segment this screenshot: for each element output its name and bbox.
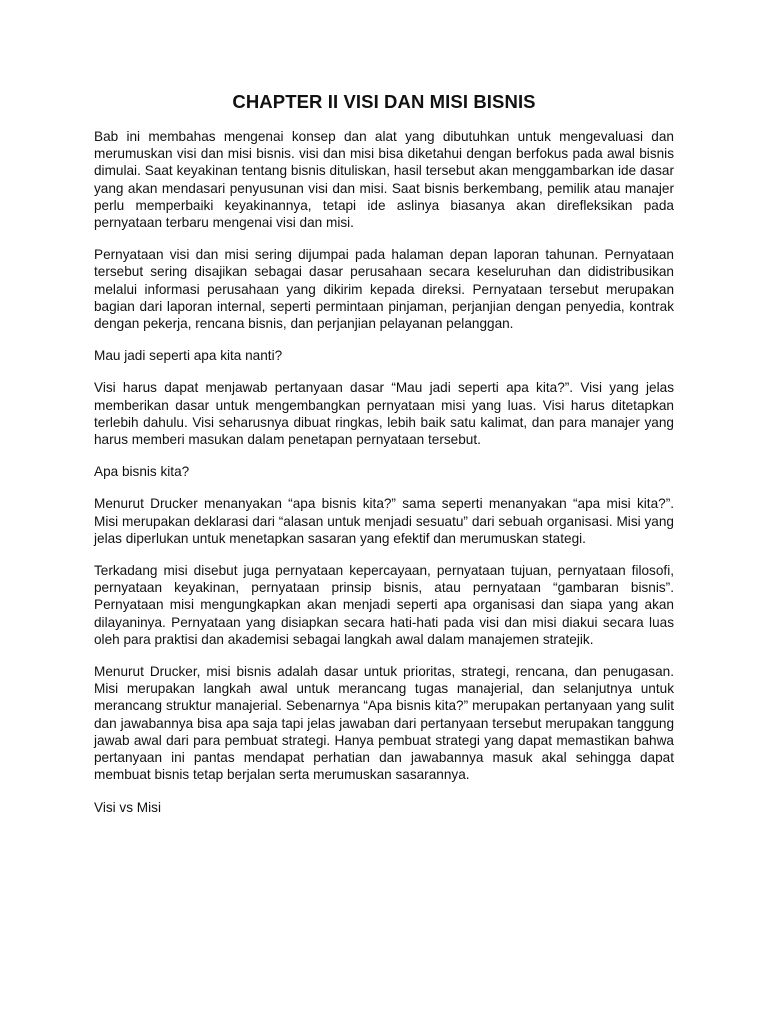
- section-heading-future: Mau jadi seperti apa kita nanti?: [94, 348, 283, 364]
- paragraph-statement: Pernyataan visi dan misi sering dijumpai pada halaman depan laporan tahunan. Pernyataan tersebut sering disajikan sebagai dasar perusahaan secara keseluruhan dan didistribusikan melalui informasi perusahaan yang dikirim kepada direksi. Pernyataan tersebut merupakan bagian dari laporan internal, seperti permintaan pinjaman, perjanjian dengan penyedia, kontrak dengan pekerja, rencana bisnis, dan perjanjian pelayanan pelanggan.: [94, 247, 674, 332]
- paragraph-intro: Bab ini membahas mengenai konsep dan alat yang dibutuhkan untuk mengevaluasi dan merumuskan visi dan misi bisnis. visi dan misi bisa diketahui dengan berfokus pada awal bisnis dimulai. Saat keyakinan tentang bisnis dituliskan, hasil tersebut akan menggambarkan ide dasar yang akan mendasari penyusunan visi dan misi. Saat bisnis berkembang, pemilik atau manajer perlu memperbaiki keyakinannya, tetapi ide aslinya biasanya akan direfleksikan pada pernyataan terbaru mengenai visi dan misi.: [94, 129, 674, 231]
- section-heading-business: Apa bisnis kita?: [94, 464, 190, 480]
- paragraph-drucker-business: Menurut Drucker, misi bisnis adalah dasar untuk prioritas, strategi, rencana, dan penugasan. Misi merupakan langkah awal untuk merancang tugas manajerial, dan selanjutnya untuk merancang struktur manajerial. Sebenarnya “Apa bisnis kita?” merupakan pertanyaan yang sulit dan jawabannya bisa apa saja tapi jelas jawaban dari pertanyaan tersebut merupakan tanggung jawab awal dari para pembuat strategi. Hanya pembuat strategi yang dapat memastikan bahwa pertanyaan ini pantas mendapat perhatian dan jawabannya masuk akal sehingga dapat membuat bisnis tetap berjalan serta merumuskan sasarannya.: [94, 664, 674, 783]
- paragraph-drucker-mission: Menurut Drucker menanyakan “apa bisnis kita?” sama seperti menanyakan “apa misi kita?”. Misi merupakan deklarasi dari “alasan untuk menjadi sesuatu” dari sebuah organisasi. Misi yang jelas diperlukan untuk menetapkan sasaran yang efektif dan merumuskan stategi.: [94, 496, 674, 546]
- section-heading-vision-vs-mission: Visi vs Misi: [94, 799, 161, 815]
- page-title: CHAPTER II VISI DAN MISI BISNIS: [232, 91, 536, 112]
- document-body: [94, 128, 674, 831]
- paragraph-mission-terms: Terkadang misi disebut juga pernyataan kepercayaan, pernyataan tujuan, pernyataan filosofi, pernyataan keyakinan, pernyataan prinsip bisnis, atau pernyataan “gambaran bisnis”. Pernyataan misi mengungkapkan akan menjadi seperti apa organisasi dan siapa yang akan dilayaninya. Pernyataan yang disiapkan secara hati-hati pada visi dan misi diakui secara luas oleh para praktisi dan akademisi sebagai langkah awal dalam manajemen stratejik.: [94, 563, 674, 647]
- paragraph-vision: Visi harus dapat menjawab pertanyaan dasar “Mau jadi seperti apa kita?”. Visi yang jelas memberikan dasar untuk mengembangkan pernyataan misi yang luas. Visi harus ditetapkan terlebih dahulu. Visi seharusnya dibuat ringkas, lebih baik satu kalimat, dan para manajer yang harus memberi masukan dalam penetapan pernyataan tersebut.: [94, 380, 674, 448]
